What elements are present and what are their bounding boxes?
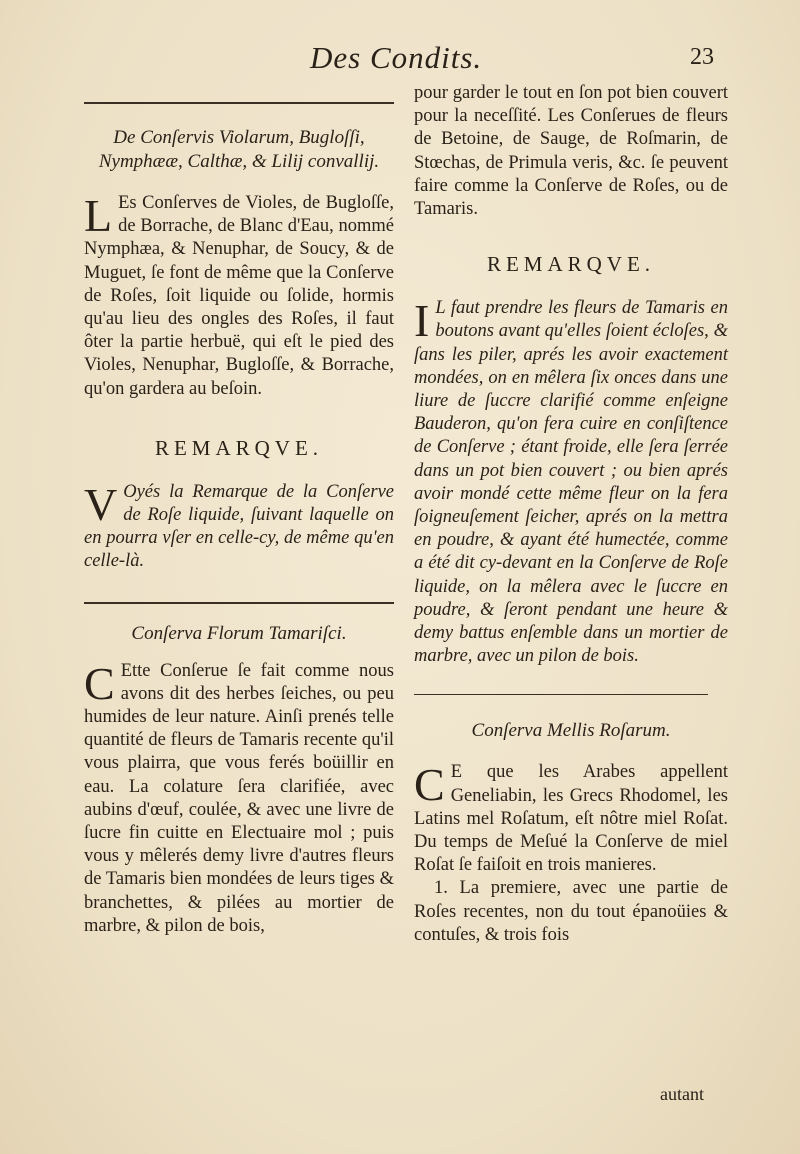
section-title: Conſerva Mellis Roſarum. — [471, 720, 671, 742]
right-column — [414, 82, 728, 947]
paragraph-text: Oyés la Remarque de la Conſerve de Roſe liquide, ſuivant laquelle on en pourra vſer en celle-cy, de même qu'en celle-là. — [84, 481, 394, 572]
paragraph — [84, 478, 394, 574]
paragraph-text: Es Conſerves de Violes, de Bugloſſe, de Borrache, de Blanc d'Eau, nommé Nymphæa, & Nenuphar, de Soucy, & de Muguet, ſe font de même que la Conſerve de Roſes, ſoit liquide ou ſolide, hormis qu'au lieu des ongles des Roſes, il faut ôter la partie herbuë, qui eſt le pied des Violes, Nenuphar, Bugloſſe, & Borrache, qu'on gardera au beſoin. — [84, 193, 394, 399]
section-rule — [84, 602, 394, 604]
drop-cap: I — [414, 295, 430, 347]
paragraph: 1. La premiere, avec une partie de Roſes recentes, non du tout épanoüies & contuſes, & trois fois — [414, 878, 728, 945]
paragraph: pour garder le tout en ſon pot bien couvert pour la neceſſité. Les Conſerues de fleurs de Betoine, de Sauge, de Roſmarin, de Stœchas, de Primula veris, &c. ſe peuvent faire comme la Conſerve de Roſes, ou de Tamaris. — [414, 83, 728, 220]
section-rule — [414, 694, 708, 695]
drop-cap: C — [84, 657, 115, 709]
catchword: autant — [660, 1084, 704, 1104]
paragraph — [414, 297, 728, 668]
paragraph-text: Ette Conſerue ſe fait comme nous avons dit des herbes ſeiches, ou peu humides de leur nature. Ainſi prenés telle quantité de fleurs de Tamaris recente qu'il vous plairra, que vous ferés boüillir en eau. La colature ſera clarifiée, avec aubins d'œuf, coulée, & avec une livre de ſucre fin cuitte en Electuaire mol ; puis vous y mêlerés demy livre d'autres fleurs de Tamaris bien mondées de leurs tiges & branchettes, & pilées au mortier de marbre, & pilon de bois, — [84, 660, 394, 936]
remarque-heading: REMARQVE. — [486, 252, 656, 277]
paragraph-text: E que les Arabes appellent Geneliabin, les Grecs Rhodomel, les Latins mel Roſatum, eſt nôtre miel Roſat. Du temps de Meſué la Conſerve de miel Roſat ſe faiſoit en trois manieres. — [414, 762, 728, 876]
left-column — [84, 84, 394, 938]
drop-cap: C — [414, 759, 445, 811]
section-rule — [84, 102, 394, 104]
remarque-heading: REMARQVE. — [154, 435, 324, 460]
paragraph — [414, 761, 728, 877]
paragraph-text: L faut prendre les fleurs de Tamaris en boutons avant qu'elles ſoient écloſes, & ſans les piler, aprés les avoir exactement mondées, on en mêlera ſix onces dans une liure de ſuccre clarifié comme enſeigne Bauderon, qu'on fera cuire en conſiſtence de Conſerve ; étant froide, elle ſera ſerrée dans un pot bien couvert ; ou bien aprés avoir mondé cette même fleur on la fera ſoigneuſement ſeicher, aprés on la mettra en poudre, & ayant été humectée, comme a été dit cy-devant en la Conſerve de Roſe liquide, on la mêlera avec le ſuccre en poudre, & ſeront pendant une heure & demy battus enſemble dans un mortier de marbre, avec un pilon de bois. — [414, 298, 728, 667]
drop-cap: L — [84, 190, 113, 241]
drop-cap: V — [84, 478, 118, 530]
paragraph — [84, 657, 394, 938]
paragraph — [84, 192, 394, 401]
section-title: De Conſervis Violarum, Bugloſſi, Nymphææ, Calthæ, & Lilij convallij. — [98, 127, 380, 172]
page-number: 23 — [690, 44, 714, 70]
running-title: Des Condits. — [310, 40, 483, 75]
page-header — [0, 40, 800, 80]
section-title: Conſerva Florum Tamariſci. — [131, 622, 347, 644]
